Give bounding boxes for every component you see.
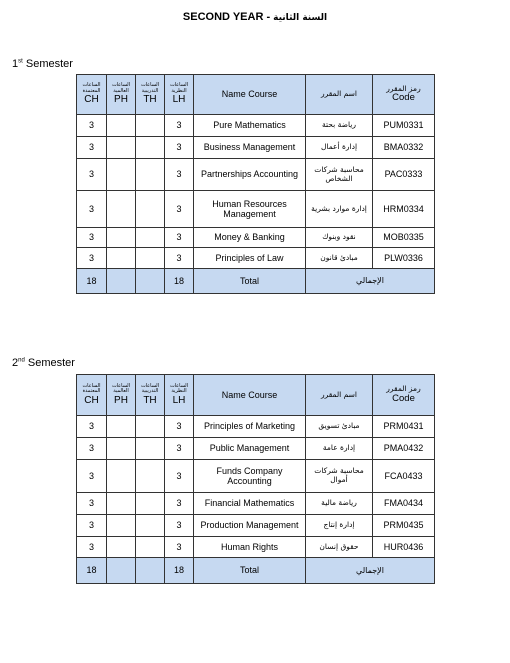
semester-label: Semester	[27, 357, 75, 369]
course-name-arabic: مبادئ قانون	[306, 248, 373, 269]
code-header: رمز المقرر Code	[373, 375, 435, 416]
course-name-arabic: محاسبة شركات أموال	[306, 460, 373, 493]
title-english: SECOND YEAR	[182, 11, 264, 23]
title-separator: -	[263, 11, 274, 23]
course-name-arabic: إدارة عامة	[306, 438, 373, 460]
course-name: Human Resources Management	[194, 191, 306, 228]
course-name-arabic: إدارة إنتاج	[306, 515, 373, 537]
course-name-arabic: نقود وبنوك	[306, 228, 373, 248]
table-row: 3 3 Pure Mathematics رياضة بحتة PUM0331	[77, 115, 435, 137]
lh-header: الساعات النظرية LH	[165, 375, 194, 416]
course-name-arabic: حقوق إنسان	[306, 537, 373, 558]
table-row: 3 3 Human Rights حقوق إنسان HUR0436	[77, 537, 435, 558]
semester-2-heading	[12, 357, 75, 369]
arabic-name-header: اسم المقرر	[306, 375, 373, 416]
table-row: 3 3 Financial Mathematics رياضة مالية FMA0434	[77, 493, 435, 515]
table-row: 3 3 Partnerships Accounting محاسبة شركات الشخاص PAC0333	[77, 159, 435, 191]
course-code: PRM0435	[373, 515, 435, 537]
course-name-arabic: محاسبة شركات الشخاص	[306, 159, 373, 191]
course-name-arabic: رياضة مالية	[306, 493, 373, 515]
course-code: PUM0331	[373, 115, 435, 137]
total-row	[77, 558, 435, 584]
course-name: Human Rights	[194, 537, 306, 558]
total-ch: 18	[77, 558, 107, 584]
course-code: PLW0336	[373, 248, 435, 269]
name-course-header: Name Course	[194, 375, 306, 416]
course-name: Principles of Marketing	[194, 416, 306, 438]
table-row: 3 3 Principles of Marketing مبادئ تسويق PRM0431	[77, 416, 435, 438]
table-row: 3 3 Human Resources Management إدارة موارد بشرية HRM0334	[77, 191, 435, 228]
course-code: FMA0434	[373, 493, 435, 515]
course-name: Production Management	[194, 515, 306, 537]
course-code: PMA0432	[373, 438, 435, 460]
table-row: 3 3 Money & Banking نقود وبنوك MOB0335	[77, 228, 435, 248]
table-row: 3 3 Funds Company Accounting محاسبة شركات أموال FCA0433	[77, 460, 435, 493]
course-code: FCA0433	[373, 460, 435, 493]
course-name: Pure Mathematics	[194, 115, 306, 137]
course-name: Public Management	[194, 438, 306, 460]
table-row: 3 3 Public Management إدارة عامة PMA0432	[77, 438, 435, 460]
total-label-arabic: الإجمالي	[306, 269, 435, 294]
ch-header: الساعات المعتمدة CH	[77, 375, 107, 416]
semester-number: 2	[12, 357, 19, 369]
course-name: Principles of Law	[194, 248, 306, 269]
course-code: PAC0333	[373, 159, 435, 191]
name-course-header: Name Course	[194, 75, 306, 115]
course-name-arabic: إدارة موارد بشرية	[306, 191, 373, 228]
total-label: Total	[194, 558, 306, 584]
total-label-arabic: الإجمالي	[306, 558, 435, 584]
semester-ordinal: nd	[18, 357, 25, 364]
semester-label: Semester	[25, 58, 73, 70]
course-name-arabic: رياضة بحتة	[306, 115, 373, 137]
total-lh: 18	[165, 269, 194, 294]
semester-1-heading	[12, 58, 73, 70]
course-code: PRM0431	[373, 416, 435, 438]
semester-number: 1	[12, 58, 19, 70]
course-name-arabic: مبادئ تسويق	[306, 416, 373, 438]
table-row: 3 3 Business Management إدارة أعمال BMA0332	[77, 137, 435, 159]
total-lh: 18	[165, 558, 194, 584]
course-name: Money & Banking	[194, 228, 306, 248]
course-code: HRM0334	[373, 191, 435, 228]
course-code: MOB0335	[373, 228, 435, 248]
course-name: Funds Company Accounting	[194, 460, 306, 493]
th-header: الساعات التدريبية TH	[136, 75, 165, 115]
ch-header: الساعات المعتمدة CH	[77, 75, 107, 115]
semester-1-table	[76, 74, 435, 294]
total-ch: 18	[77, 269, 107, 294]
table-row: 3 3 Principles of Law مبادئ قانون PLW0336	[77, 248, 435, 269]
total-row	[77, 269, 435, 294]
arabic-name-header: اسم المقرر	[306, 75, 373, 115]
th-header: الساعات التدريبية TH	[136, 375, 165, 416]
semester-ordinal: st	[18, 58, 23, 65]
semester-2-table	[76, 374, 435, 584]
lh-header: الساعات النظرية LH	[165, 75, 194, 115]
course-name: Partnerships Accounting	[194, 159, 306, 191]
ph-header: الساعات العالمية PH	[107, 75, 136, 115]
ph-header: الساعات العالمية PH	[107, 375, 136, 416]
title-arabic: السنة الثانية	[273, 13, 328, 23]
course-name-arabic: إدارة أعمال	[306, 137, 373, 159]
table-header-row	[77, 75, 435, 115]
code-header: رمز المقرر Code	[373, 75, 435, 115]
page-title	[0, 11, 510, 23]
course-code: BMA0332	[373, 137, 435, 159]
total-label: Total	[194, 269, 306, 294]
table-header-row	[77, 375, 435, 416]
course-name: Financial Mathematics	[194, 493, 306, 515]
table-row: 3 3 Production Management إدارة إنتاج PRM0435	[77, 515, 435, 537]
course-code: HUR0436	[373, 537, 435, 558]
course-name: Business Management	[194, 137, 306, 159]
